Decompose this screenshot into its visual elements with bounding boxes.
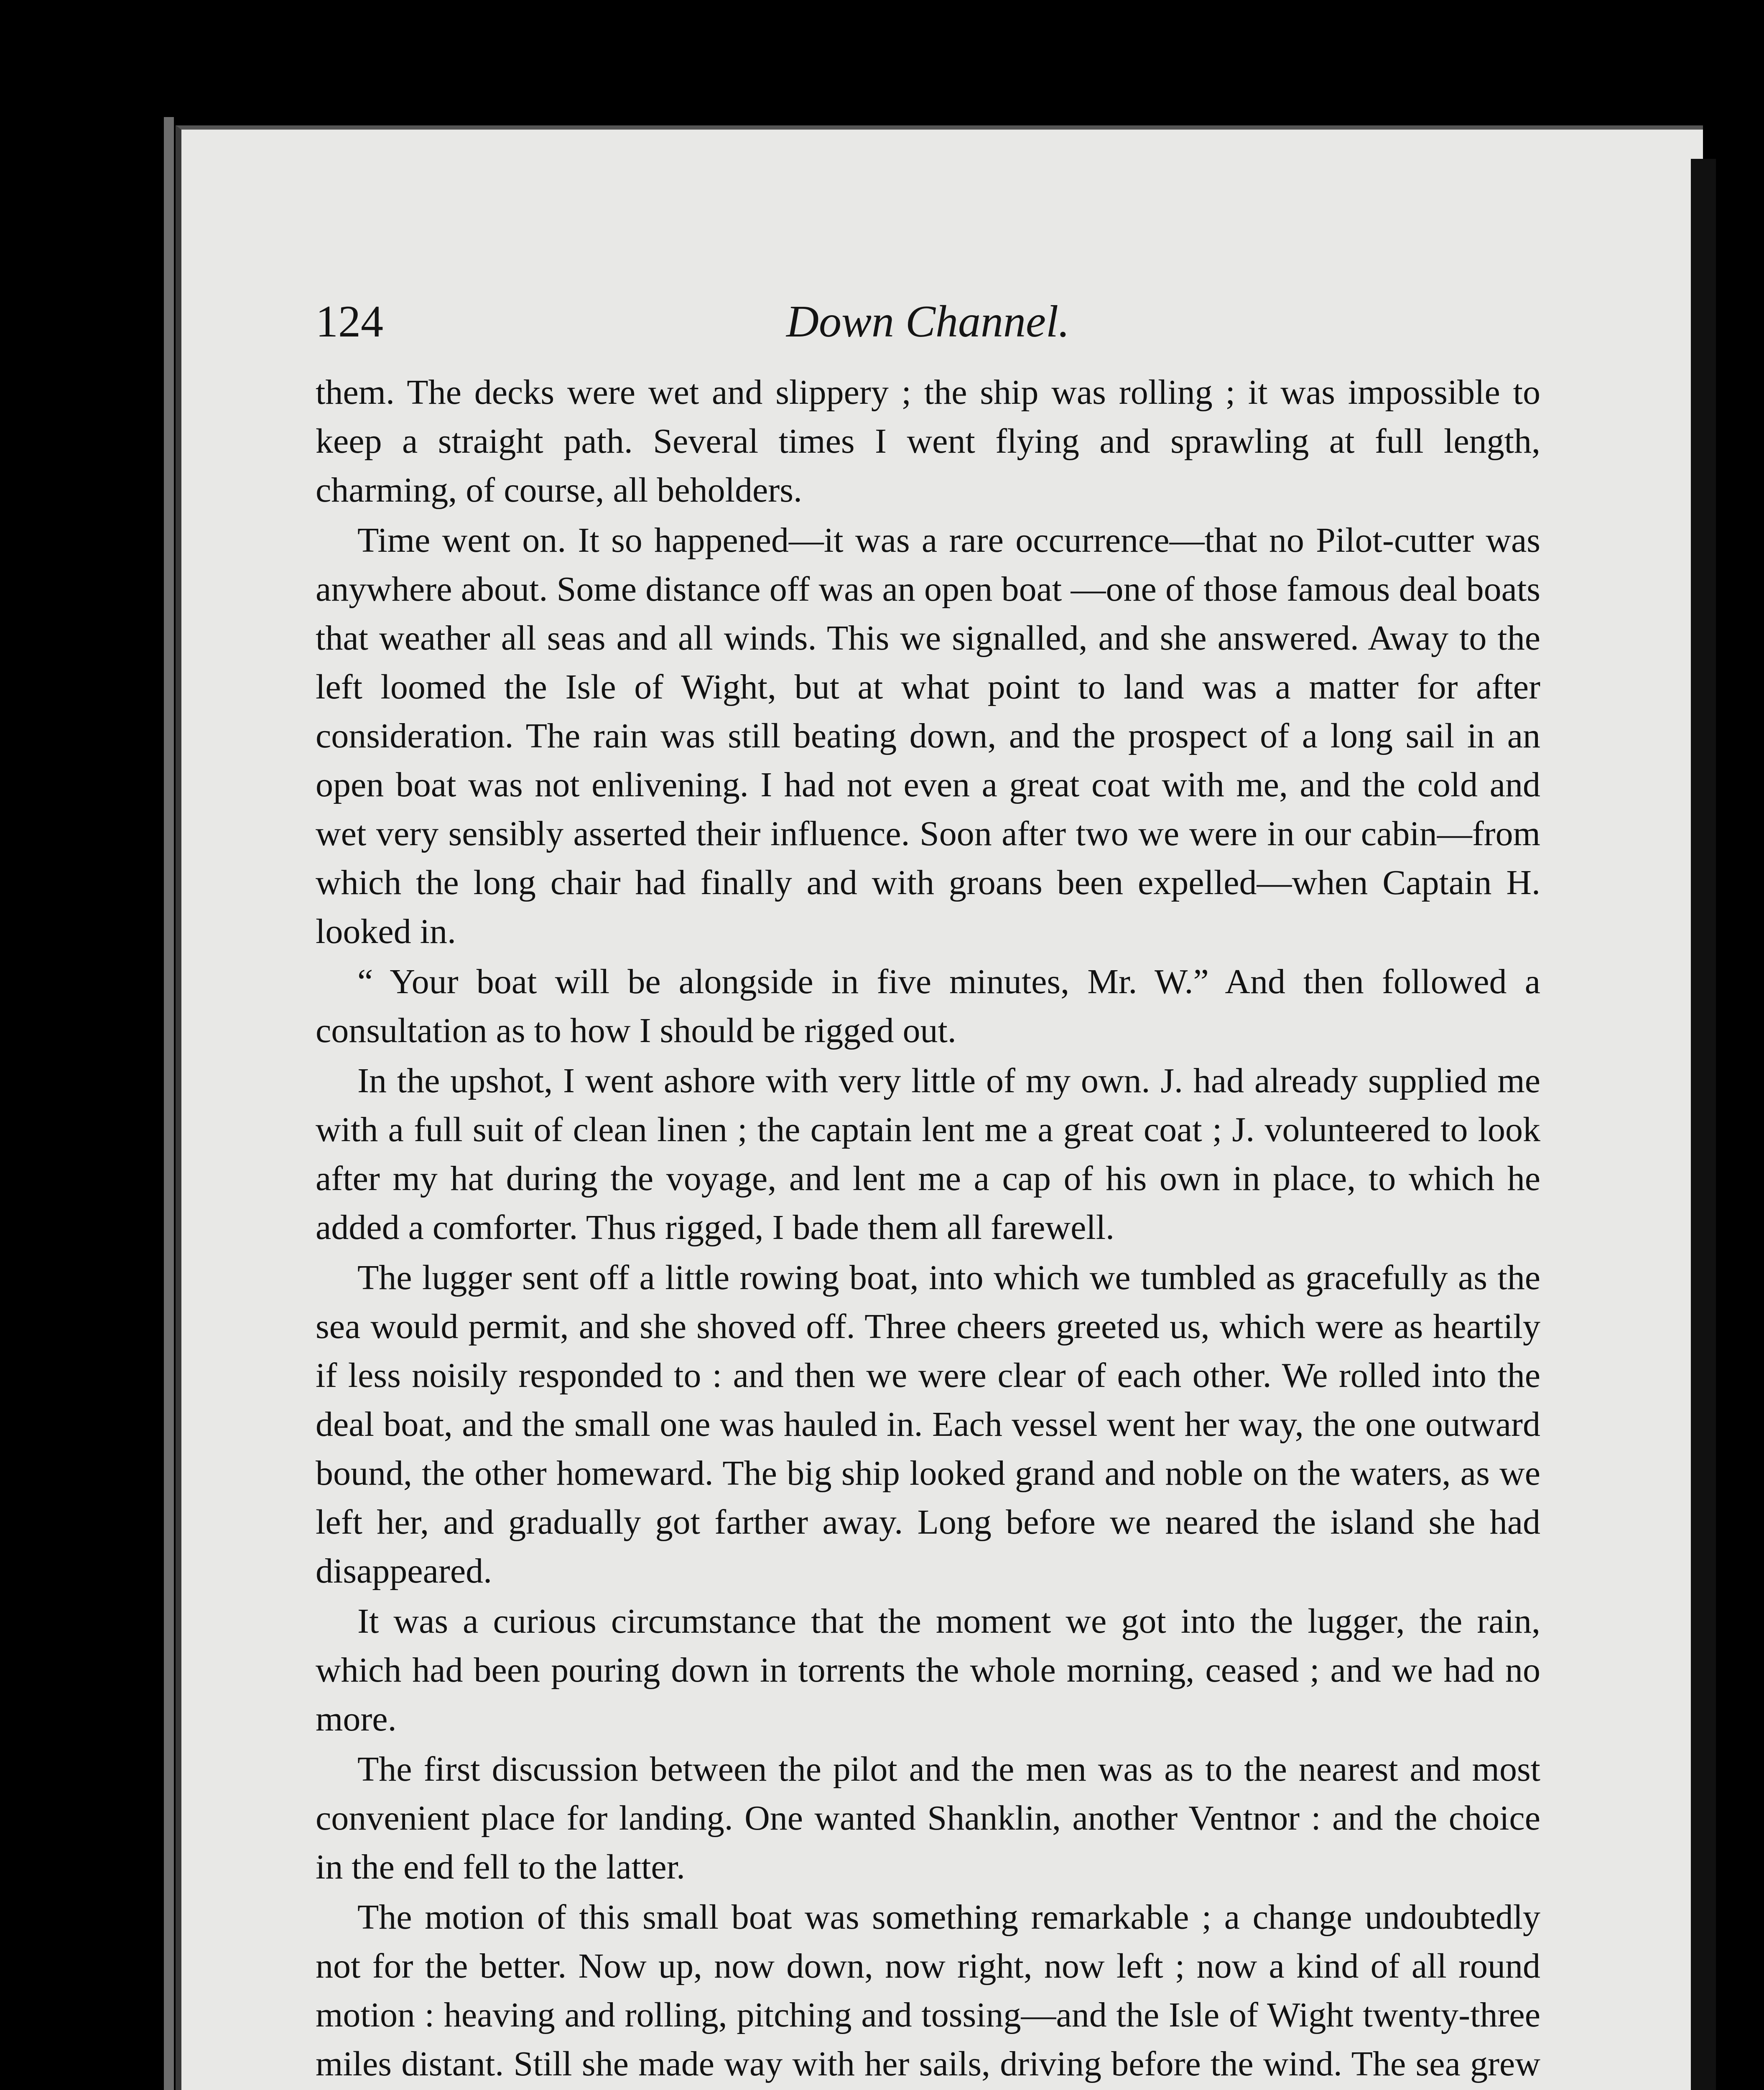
paragraph: The lugger sent off a little rowing boat, into which we tumbled as gracefully as the sea would permit, and she shoved off. Three cheers greeted us, which were as heartily if less noisily responded to : and then we were clear of each other. We rolled into the deal boat, and the small one was hauled in. Each vessel went her way, the one outward bound, the other homeward. The big ship looked grand and noble on the waters, as we left her, and gradually got farther away. Long before we neared the island she had disappeared. <box>316 1258 1540 1590</box>
body-text <box>316 368 1540 2090</box>
paragraph: them. The decks were wet and slippery ; the ship was rolling ; it was impossible to keep a straight path. Several times I went flying and sprawling at full length, charming, of course, all beholders. <box>316 373 1540 510</box>
paragraph: The motion of this small boat was something remarkable ; a change undoubtedly not for the better. Now up, now down, now right, now left ; now a kind of all round motion : heaving and rolling, pitching and tossing—and the Isle of Wight twenty-three miles distant. Still she made way with her sails, driving before the wind. The sea grew <box>316 1898 1540 2083</box>
running-title: Down Channel. <box>786 297 1070 347</box>
paragraph: The first discussion between the pilot and the men was as to the nearest and most convenient place for landing. One wanted Shanklin, another Ventnor : and the choice in the end fell to the latter. <box>316 1750 1540 1886</box>
paragraph: In the upshot, I went ashore with very little of my own. J. had already supplied me with a full suit of clean linen ; the captain lent me a great coat ; J. volunteered to look after my hat during the voyage, and lent me a cap of his own in place, to which he added a comforter. Thus rigged, I bade them all farewell. <box>316 1061 1540 1247</box>
paragraph: “ Your boat will be alongside in five minutes, Mr. W.” And then followed a consultation as to how I should be rigged out. <box>316 962 1540 1050</box>
page-shadow <box>164 117 174 2090</box>
paragraph: It was a curious circumstance that the moment we got into the lugger, the rain, which had been pouring down in torrents the whole morning, ceased ; and we had no more. <box>316 1602 1540 1738</box>
page-number: 124 <box>316 297 383 347</box>
book-binding-edge <box>1691 159 1716 2090</box>
paragraph: Time went on. It so happened—it was a rare occurrence—that no Pilot-cutter was anywhere about. Some distance off was an open boat —one of those famous deal boats that weather all seas and all winds. This we signalled, and she answered. Away to the left loomed the Isle of Wight, but at what point to land was a matter for after consideration. The rain was still beating down, and the prospect of a long sail in an open boat was not enlivening. I had not even a great coat with me, and the cold and wet very sensibly asserted their influence. Soon after two we were in our cabin—from which the long chair had finally and with groans been expelled—when Captain H. looked in. <box>316 521 1540 951</box>
page-header <box>316 293 1540 351</box>
